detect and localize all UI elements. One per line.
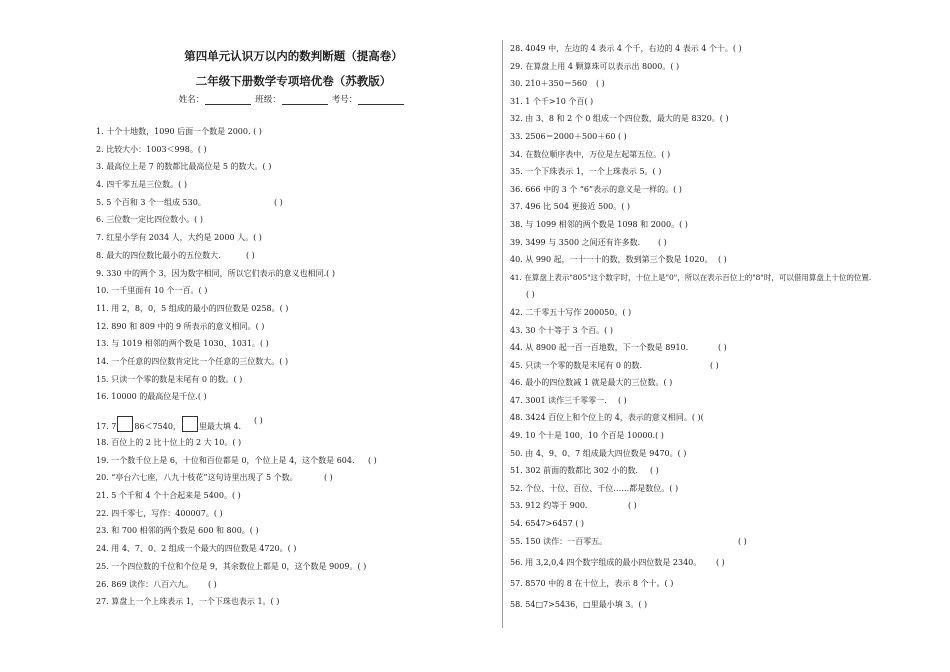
question-item-continued: ( ) [526, 290, 535, 300]
question-item: 28. 4049 中，左边的 4 表示 4 个千，右边的 4 表示 4 个十。( ) [510, 44, 742, 53]
question-item: 48. 3424 百位上和个位上的 4，表示的意义相同。( )( [510, 413, 704, 423]
question-item: 42. 二千零五十写作 200050。( ) [510, 307, 632, 317]
question-item: 14. 一个任意的四位数肯定比一个任意的三位数大。( ) [96, 356, 289, 366]
question-item: 39. 3499 与 3500 之间还有许多数. ( ) [510, 237, 667, 247]
question-item: 40. 从 990 起，一十一十的数，数到第三个数是 1020。 ( ) [510, 255, 727, 265]
worksheet-subtitle: 二年级下册数学专项培优卷（苏教版） [195, 74, 392, 88]
question-item: 35. 一个下珠表示 1，一个上珠表示 5。( ) [510, 167, 662, 177]
question-item: 16. 10000 的最高位是千位.( ) [96, 392, 207, 402]
question-item: 3. 最高位上是 7 的数都比最高位是 5 的数大。( ) [96, 162, 272, 172]
question-item: 24. 用 4、7、0、2 组成一个最大的四位数是 4720。( ) [96, 544, 297, 554]
question-item: 58. 54□7>5436，□里最小填 3。( ) [510, 599, 648, 609]
question-item: 46. 最小的四位数减 1 就是最大的三位数。( ) [510, 378, 673, 388]
question-item: 21. 5 个千和 4 个十合起来是 5400。( ) [96, 491, 241, 501]
question-item: 6. 三位数一定比四位数小。( ) [96, 215, 203, 225]
right-column [510, 44, 930, 617]
question-item: 9. 330 中的两个 3，因为数字相同，所以它们表示的意义也相同.( ) [96, 268, 335, 278]
question-item: 31. 1 个千>10 个百( ) [510, 96, 594, 106]
question-item: 5. 5 个百和 3 个一组成 530。 ( ) [96, 197, 283, 207]
question-item: 36. 666 中的 3 个 “6”表示的意义是一样的。( ) [510, 184, 682, 194]
question-item: 17. 7 86＜7540， 里最大填 4. ( ) [96, 416, 263, 432]
column-divider [502, 40, 503, 628]
left-column [96, 44, 491, 615]
class-blank[interactable] [282, 95, 328, 105]
question-item: 12. 890 和 809 中的 9 所表示的意义相同。( ) [96, 321, 265, 331]
question-item: 52. 个位、十位、百位、千位……都是数位。( ) [510, 483, 679, 493]
question-item: 47. 3001 读作三千零零一. ( ) [510, 395, 627, 405]
answer-box[interactable] [182, 416, 198, 432]
question-item: 4. 四千零五是三位数。( ) [96, 180, 187, 190]
question-item: 37. 496 比 504 更接近 500。( ) [510, 202, 631, 212]
question-item: 33. 2506＝2000＋500＋60 ( ) [510, 131, 627, 141]
question-item: 2. 比较大小：1003＜998。( ) [96, 144, 207, 154]
question-item: 41. 在算盘上表示"805"这个数字时，十位上是"0"，所以在表示百位上的"8"时，可以借用算盘上十位的位置. [510, 272, 872, 282]
question-item: 32. 由 3、8 和 2 个 0 组成一个四位数，最大的是 8320。( ) [510, 114, 729, 124]
worksheet-title: 第四单元认识万以内的数判断题（提高卷） [184, 49, 403, 63]
question-item: 1. 十个十地数，1090 后面一个数是 2000. ( ) [96, 127, 262, 136]
question-item: 49. 10 个十是 100，10 个百是 10000.( ) [510, 431, 664, 441]
question-item: 22. 四千零七，写作：400007。( ) [96, 508, 223, 518]
number-blank[interactable] [358, 95, 404, 105]
question-item: 11. 用 2，8，0，5 组成的最小的四位数是 0258。( ) [96, 303, 289, 313]
name-blank[interactable] [205, 95, 251, 105]
question-item: 30. 210＋350＝560 ( ) [510, 79, 605, 89]
question-item: 23. 和 700 相邻的两个数是 600 和 800。( ) [96, 526, 259, 536]
number-label: 考号： [331, 95, 358, 105]
question-item: 56. 用 3,2,0,4 四个数字组成的最小四位数是 2340。 ( ) [510, 557, 725, 567]
question-list-left [96, 127, 491, 607]
question-item: 18. 百位上的 2 比十位上的 2 大 10。( ) [96, 438, 242, 447]
question-item: 50. 由 4、9、0、7 组成最大四位数是 9470。( ) [510, 448, 687, 458]
question-item: 10. 一千里面有 10 个一百。( ) [96, 286, 208, 296]
question-item: 53. 912 约等于 900. ( ) [510, 501, 637, 511]
question-item: 51. 302 前面的数都比 302 小的数. ( ) [510, 466, 659, 476]
question-item: 20. “亭台六七座，八九十枝花”这句诗里出现了 5 个数。 ( ) [96, 473, 333, 483]
question-item: 13. 与 1019 相邻的两个数是 1030、1031。( ) [96, 339, 269, 349]
question-item: 7. 红星小学有 2034 人，大约是 2000 人。( ) [96, 233, 262, 243]
question-item: 26. 869 读作：八百六九。 ( ) [96, 579, 217, 589]
question-item: 8. 最大的四位数比最小的五位数大. ( ) [96, 250, 255, 260]
question-item: 27. 算盘上一个上珠表示 1，一个下珠也表示 1。( ) [96, 597, 280, 607]
question-item: 54. 6547>6457 ( ) [510, 519, 585, 529]
question-item: 43. 30 个十等于 3 个百。( ) [510, 325, 613, 335]
question-item: 34. 在数位顺序表中，万位是左起第五位。( ) [510, 149, 671, 159]
question-item: 45. 只读一个零的数是末尾有 0 的数. ( ) [510, 360, 719, 370]
name-label: 姓名： [178, 95, 205, 105]
question-list-right [510, 44, 930, 610]
question-item: 57. 8570 中的 8 在十位上，表示 8 个十。( ) [510, 578, 674, 588]
question-item: 38. 与 1099 相邻的两个数是 1098 和 2000。( ) [510, 219, 688, 229]
question-item: 29. 在算盘上用 4 颗算珠可以表示出 8000。( ) [510, 61, 680, 71]
question-item: 15. 只读一个零的数是末尾有 0 的数。( ) [96, 374, 243, 384]
class-label: 班级： [255, 95, 281, 105]
question-item: 44. 从 8900 起一百一百地数，下一个数是 8910. ( ) [510, 343, 727, 353]
question-item: 19. 一个数千位上是 6，十位和百位都是 0，个位上是 4，这个数是 604. ( ) [96, 455, 377, 465]
question-item: 25. 一个四位数的千位和个位是 9，其余数位上都是 0，这个数是 9009。( ) [96, 561, 367, 571]
answer-box[interactable] [117, 416, 133, 432]
student-info-line [96, 93, 491, 105]
question-item: 55. 150 读作：一百零五。 ( ) [510, 536, 747, 546]
